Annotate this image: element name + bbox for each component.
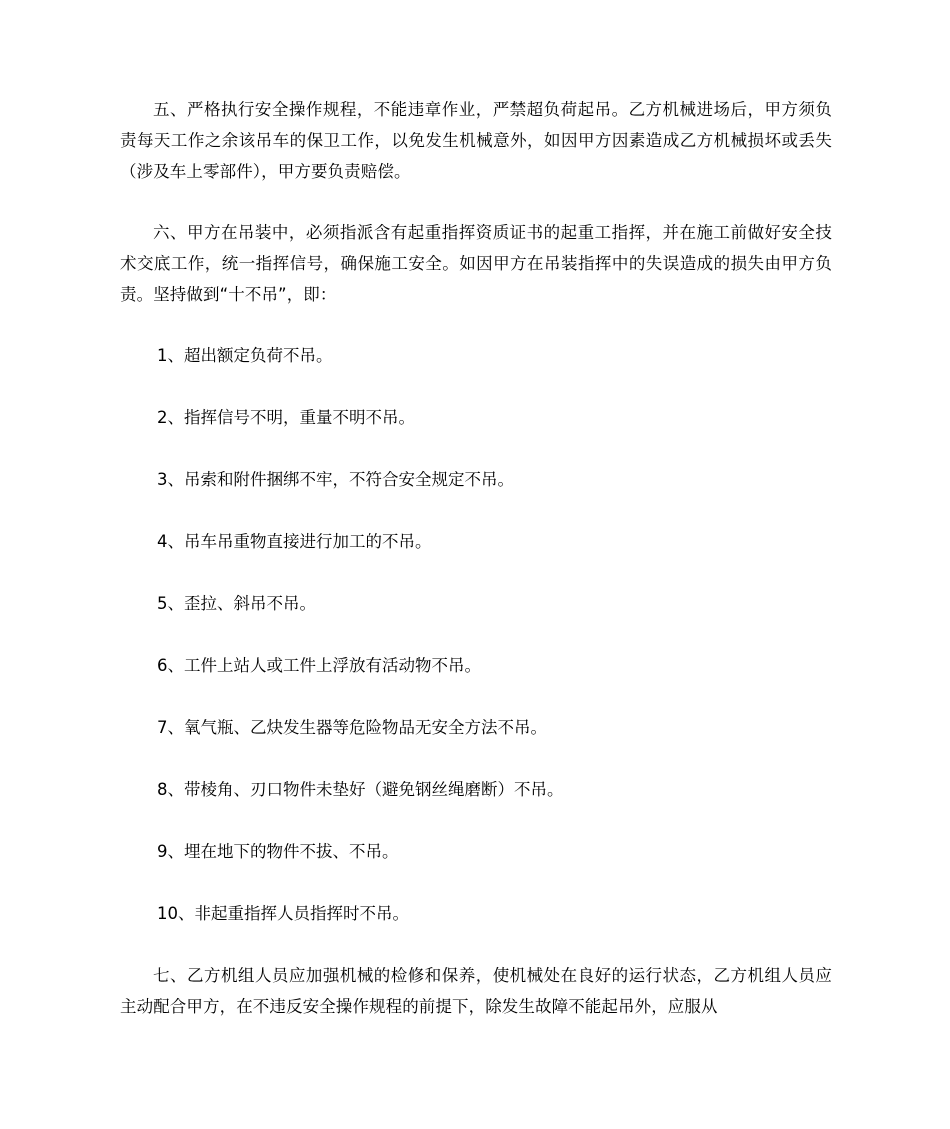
list-item: 5、歪拉、斜吊不吊。 <box>157 594 316 613</box>
spacer <box>120 433 832 464</box>
spacer <box>120 805 832 836</box>
spacer <box>120 743 832 774</box>
list-item: 7、氧气瓶、乙炔发生器等危险物品无安全方法不吊。 <box>157 718 547 737</box>
spacer <box>120 681 832 712</box>
spacer <box>120 867 832 898</box>
list-item: 6、工件上站人或工件上浮放有活动物不吊。 <box>157 656 481 675</box>
list-item: 3、吊索和附件捆绑不牢，不符合安全规定不吊。 <box>157 470 514 489</box>
spacer <box>120 310 832 340</box>
paragraph-5: 五、严格执行安全操作规程，不能违章作业，严禁超负荷起吊。乙方机械进场后，甲方须负责每天工作之余该吊车的保卫工作，以免发生机械意外，如因甲方因素造成乙方机械损坏或丢失（涉及车上零部件），甲方要负责赔偿。 <box>120 100 832 181</box>
spacer <box>120 495 832 526</box>
spacer <box>120 371 832 402</box>
spacer <box>120 187 832 217</box>
list-item: 2、指挥信号不明，重量不明不吊。 <box>157 408 415 427</box>
list-item: 9、埋在地下的物件不拔、不吊。 <box>157 842 399 861</box>
spacer <box>120 929 832 960</box>
document-page <box>120 94 832 1022</box>
spacer <box>120 619 832 650</box>
list-item: 8、带棱角、刃口物件未垫好（避免钢丝绳磨断）不吊。 <box>157 780 564 799</box>
paragraph-7: 七、乙方机组人员应加强机械的检修和保养，使机械处在良好的运行状态，乙方机组人员应主动配合甲方，在不违反安全操作规程的前提下，除发生故障不能起吊外，应服从 <box>120 966 832 1016</box>
spacer <box>120 557 832 588</box>
list-item: 1、超出额定负荷不吊。 <box>157 346 333 365</box>
list-item: 10、非起重指挥人员指挥时不吊。 <box>157 904 409 923</box>
list-item: 4、吊车吊重物直接进行加工的不吊。 <box>157 532 432 551</box>
paragraph-6: 六、甲方在吊装中，必须指派含有起重指挥资质证书的起重工指挥，并在施工前做好安全技术交底工作，统一指挥信号，确保施工安全。如因甲方在吊装指挥中的失误造成的损失由甲方负责。坚持做到“十不吊”，即： <box>120 223 832 304</box>
